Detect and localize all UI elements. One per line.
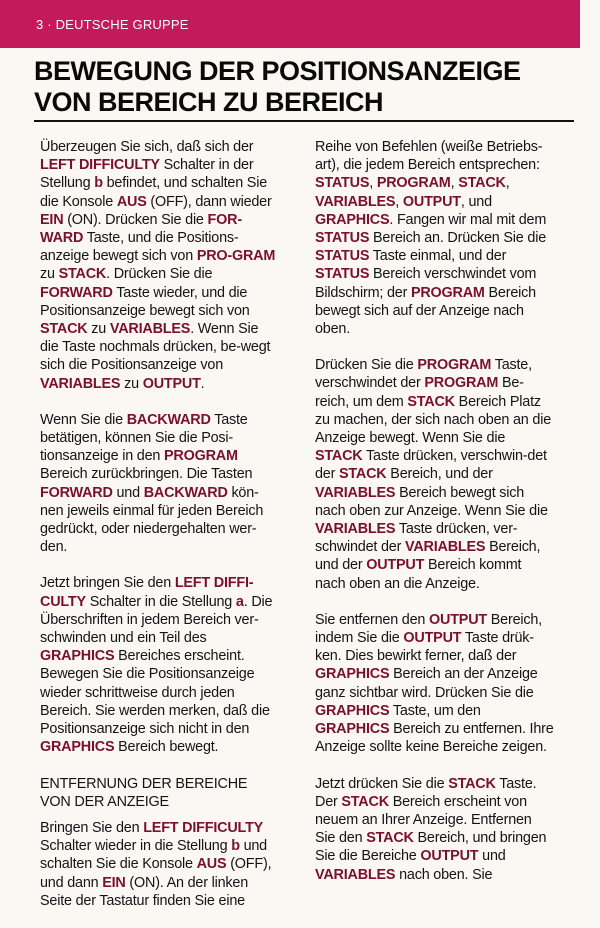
keyword: GRAPHICS (315, 721, 390, 738)
keyword: EIN (40, 211, 64, 228)
section-label: 3 · DEUTSCHE GRUPPE (36, 17, 189, 32)
keyword: OUTPUT (403, 630, 462, 647)
keyword: FORWARD (40, 284, 113, 301)
keyword: PROGRAM (424, 375, 499, 392)
subheading-line-1: ENTFERNUNG DER BEREICHE (40, 775, 248, 792)
paragraph: Jetzt drücken Sie die STACK Taste. Der STACK Bereich erscheint von neuem an Ihrer Anzeige. Entfernen Sie den STACK Bereich, und bringen Sie die Bereiche OUTPUT und VARIABLES nach oben. Sie (315, 775, 547, 883)
keyword: PROGRAM (417, 357, 492, 374)
right-column (315, 138, 555, 902)
title-underline (34, 120, 574, 122)
keyword: OUTPUT (402, 193, 461, 210)
paragraph: Jetzt bringen Sie den LEFT DIFFI-CULTY Schalter in die Stellung a. Die Überschriften in jedem Bereich ver-schwinden und ein Teil des GRAPHICS Bereiches erscheint. Bewegen Sie die Positionsanzeige wieder schrittweise durch jeden Bereich. Sie werden merken, daß die Positionsanzeige sich nicht in den GRAPHICS Bereich bewegt. (40, 575, 273, 756)
paragraph: Überzeugen Sie sich, daß sich der LEFT DIFFICULTY Schalter in der Stellung b befindet, und schalten Sie die Konsole AUS (OFF), dann wieder EIN (ON). Drücken Sie die FOR-WARD Taste, und die Positions-anzeige bewegt sich von PRO-GRAM zu STACK. Drücken Sie die FORWARD Taste wieder, und die Positionsanzeige bewegt sich von STACK zu VARIABLES. Wenn Sie die Taste nochmals drücken, be-wegt sich die Positionsanzeige von VARIABLES zu OUTPUT. (40, 139, 276, 392)
keyword: VARIABLES (109, 321, 191, 338)
keyword: FORWARD (40, 484, 113, 501)
keyword: AUS (196, 856, 227, 873)
keyword: OUTPUT (366, 557, 425, 574)
keyword: VARIABLES (40, 375, 121, 392)
subheading-line-2: VON DER ANZEIGE (40, 793, 169, 810)
keyword: VARIABLES (315, 866, 396, 883)
paragraph: Sie entfernen den OUTPUT Bereich, indem Sie die OUTPUT Taste drük-ken. Dies bewirkt ferner, daß der GRAPHICS Bereich an der Anzeige ganz sichtbar wird. Drücken Sie die GRAPHICS Taste, um den GRAPHICS Bereich zu entfernen. Ihre Anzeige sollte keine Bereiche zeigen. (315, 611, 554, 756)
keyword: VARIABLES (315, 484, 396, 501)
keyword: STACK (448, 775, 496, 792)
keyword: STATUS (315, 230, 370, 247)
keyword: a (235, 593, 244, 610)
paragraph: Bringen Sie den LEFT DIFFICULTY Schalter wieder in die Stellung b und schalten Sie die Konsole AUS (OFF), und dann EIN (ON). An der linken Seite der Tastatur finden Sie eine (40, 819, 272, 909)
keyword: STACK (458, 175, 506, 192)
paragraph: Drücken Sie die PROGRAM Taste, verschwindet der PROGRAM Be-reich, um dem STACK Bereich Platz zu machen, der sich nach oben an die Anzeige bewegt. Wenn Sie die STACK Taste drücken, verschwin-det der STACK Bereich, und der VARIABLES Bereich bewegt sich nach oben zur Anzeige. Wenn Sie die VARIABLES Taste drücken, ver-schwindet der VARIABLES Bereich, und der OUTPUT Bereich kommt nach oben an die Anzeige. (315, 357, 552, 592)
keyword: GRAPHICS (315, 666, 390, 683)
subheading (40, 775, 280, 811)
keyword: STACK (339, 466, 387, 483)
keyword: OUTPUT (429, 611, 487, 628)
keyword: STACK (58, 266, 107, 283)
keyword: VARIABLES (315, 193, 396, 210)
keyword: BACKWARD (143, 484, 228, 501)
keyword: PROGRAM (164, 448, 238, 465)
keyword: STACK (40, 321, 88, 338)
title-line-1: BEWEGUNG DER POSITIONSANZEIGE (34, 56, 521, 86)
page-title (34, 56, 574, 118)
keyword: FOR-WARD (40, 211, 242, 247)
keyword: STACK (315, 448, 363, 465)
left-column (40, 138, 280, 928)
keyword: PRO-GRAM (196, 248, 276, 265)
keyword: STATUS (315, 175, 370, 192)
keyword: b (94, 175, 103, 192)
keyword: LEFT DIFFICULTY (143, 819, 264, 836)
keyword: STATUS (315, 248, 370, 265)
keyword: LEFT DIFFI-CULTY (40, 575, 254, 610)
keyword: GRAPHICS (315, 702, 390, 719)
keyword: BACKWARD (126, 411, 211, 428)
keyword: OUTPUT (142, 375, 201, 392)
keyword: STATUS (315, 266, 370, 283)
keyword: LEFT DIFFICULTY (40, 157, 160, 174)
title-line-2: VON BEREICH ZU BEREICH (34, 87, 384, 117)
keyword: PROGRAM (410, 284, 485, 301)
keyword: VARIABLES (405, 539, 486, 556)
keyword: GRAPHICS (315, 211, 390, 228)
keyword: EIN (102, 874, 126, 891)
keyword: GRAPHICS (40, 648, 115, 665)
keyword: PROGRAM (376, 175, 451, 192)
keyword: b (231, 838, 240, 855)
paragraph: Wenn Sie die BACKWARD Taste betätigen, können Sie die Posi-tionsanzeige in den PROGRAM Bereich zurückbringen. Die Tasten FORWARD und BACKWARD kön-nen jeweils einmal für jeden Bereich gedrückt, oder niedergehalten wer-den. (40, 411, 264, 556)
keyword: STACK (341, 793, 389, 810)
keyword: STACK (407, 393, 455, 410)
paragraph: Reihe von Befehlen (weiße Betriebs-art), die jedem Bereich entsprechen: STATUS, PROGRAM, STACK, VARIABLES, OUTPUT, und GRAPHICS. Fangen wir mal mit dem STATUS Bereich an. Drücken Sie die STATUS Taste einmal, und der STATUS Bereich verschwindet vom Bildschirm; der PROGRAM Bereich bewegt sich auf der Anzeige nach oben. (315, 139, 547, 338)
keyword: GRAPHICS (40, 739, 115, 756)
keyword: VARIABLES (315, 521, 396, 538)
keyword: STACK (366, 830, 414, 847)
keyword: AUS (116, 193, 147, 210)
keyword: OUTPUT (420, 848, 479, 865)
